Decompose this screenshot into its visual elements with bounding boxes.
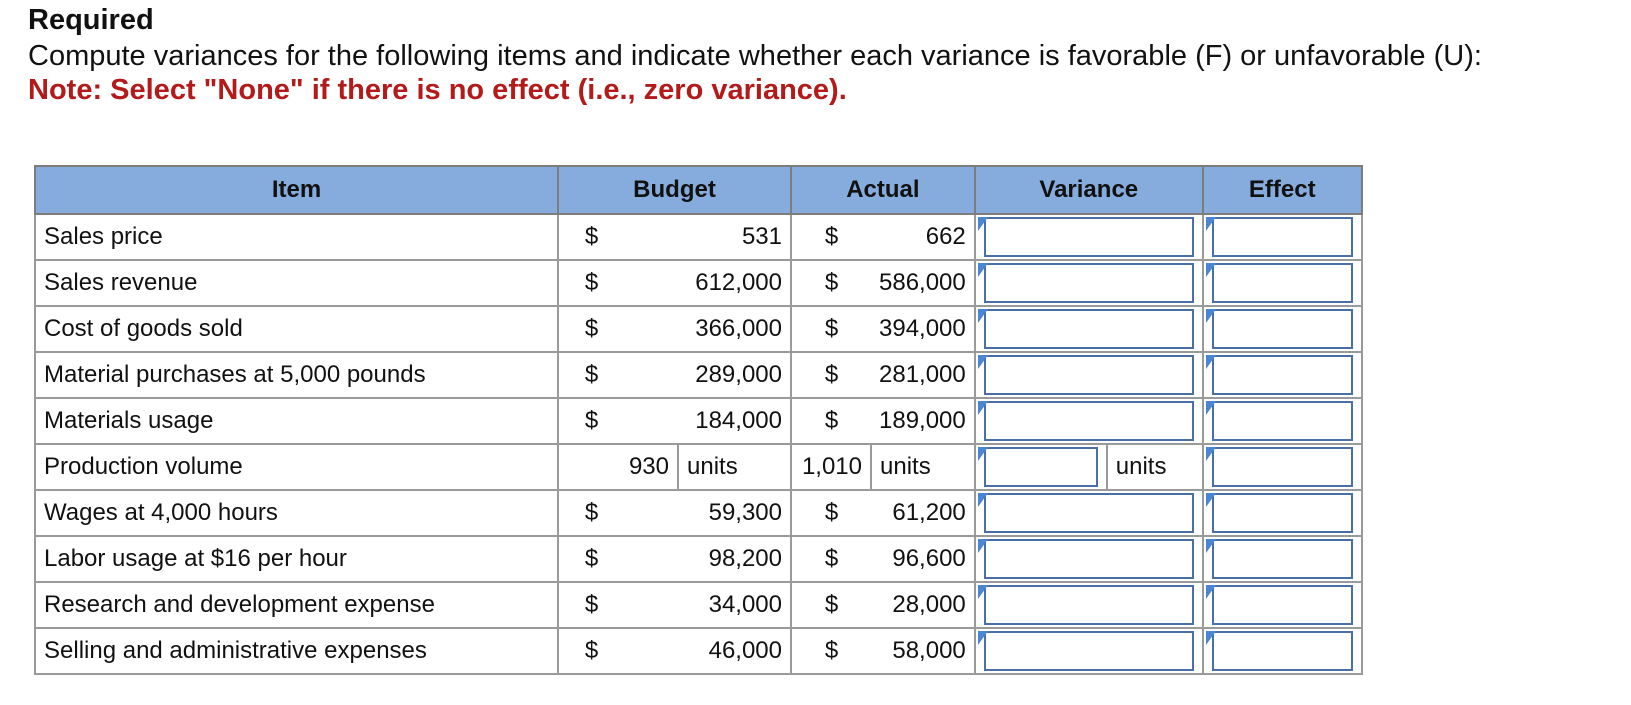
variance-input[interactable]	[984, 447, 1098, 487]
variance-input[interactable]	[984, 309, 1194, 349]
dropdown-marker-icon	[978, 401, 988, 415]
dropdown-marker-icon	[978, 539, 988, 553]
dropdown-marker-icon	[978, 263, 988, 277]
dropdown-marker-icon	[1206, 217, 1216, 231]
actual-currency: $	[791, 628, 871, 674]
dropdown-marker-icon	[1206, 401, 1216, 415]
actual-value: 96,600	[871, 536, 975, 582]
actual-value: 61,200	[871, 490, 975, 536]
actual-currency: $	[791, 536, 871, 582]
actual-currency: $	[791, 260, 871, 306]
dropdown-marker-icon	[1206, 493, 1216, 507]
budget-currency: $	[558, 582, 624, 628]
actual-value: 189,000	[871, 398, 975, 444]
dropdown-marker-icon	[978, 355, 988, 369]
variance-input-cell	[975, 260, 1203, 306]
budget-value: 366,000	[624, 306, 791, 352]
variance-input[interactable]	[984, 263, 1194, 303]
effect-select[interactable]	[1212, 309, 1353, 349]
variance-input-cell	[975, 444, 1107, 490]
row-item-label: Production volume	[35, 444, 558, 490]
effect-select[interactable]	[1212, 401, 1353, 441]
actual-value: 281,000	[871, 352, 975, 398]
effect-select[interactable]	[1212, 447, 1353, 487]
dropdown-marker-icon	[1206, 585, 1216, 599]
effect-select[interactable]	[1212, 355, 1353, 395]
dropdown-marker-icon	[978, 309, 988, 323]
variance-input-cell	[975, 214, 1203, 260]
actual-units-value: 1,010	[791, 444, 871, 490]
dropdown-marker-icon	[1206, 355, 1216, 369]
variance-units-label: units	[1107, 444, 1203, 490]
variance-input[interactable]	[984, 217, 1194, 257]
effect-select[interactable]	[1212, 585, 1353, 625]
actual-currency: $	[791, 490, 871, 536]
budget-currency: $	[558, 260, 624, 306]
row-item-label: Wages at 4,000 hours	[35, 490, 558, 536]
dropdown-marker-icon	[1206, 263, 1216, 277]
table-body	[35, 214, 1362, 674]
effect-input-cell	[1203, 490, 1362, 536]
budget-value: 612,000	[624, 260, 791, 306]
budget-currency: $	[558, 214, 624, 260]
effect-input-cell	[1203, 536, 1362, 582]
dropdown-marker-icon	[1206, 539, 1216, 553]
budget-value: 184,000	[624, 398, 791, 444]
dropdown-marker-icon	[978, 493, 988, 507]
budget-value: 34,000	[624, 582, 791, 628]
row-item-label: Cost of goods sold	[35, 306, 558, 352]
table-row	[35, 260, 1362, 306]
variance-input[interactable]	[984, 401, 1194, 441]
variance-input-cell	[975, 398, 1203, 444]
table-row	[35, 352, 1362, 398]
required-heading: Required	[28, 4, 154, 36]
effect-input-cell	[1203, 628, 1362, 674]
dropdown-marker-icon	[978, 631, 988, 645]
variance-input[interactable]	[984, 355, 1194, 395]
effect-select[interactable]	[1212, 631, 1353, 671]
instructions-text: Compute variances for the following items and indicate whether each variance is favorable (F) or unfavorable (U):	[28, 40, 1482, 72]
effect-input-cell	[1203, 260, 1362, 306]
effect-select[interactable]	[1212, 217, 1353, 257]
actual-units-label: units	[871, 444, 975, 490]
row-item-label: Materials usage	[35, 398, 558, 444]
variance-input-cell	[975, 536, 1203, 582]
effect-select[interactable]	[1212, 493, 1353, 533]
variance-input-cell	[975, 352, 1203, 398]
effect-input-cell	[1203, 444, 1362, 490]
actual-currency: $	[791, 306, 871, 352]
row-item-label: Sales price	[35, 214, 558, 260]
budget-value: 531	[624, 214, 791, 260]
budget-currency: $	[558, 536, 624, 582]
effect-input-cell	[1203, 306, 1362, 352]
effect-input-cell	[1203, 352, 1362, 398]
budget-value: 289,000	[624, 352, 791, 398]
actual-currency: $	[791, 352, 871, 398]
dropdown-marker-icon	[1206, 447, 1216, 461]
note-text: Note: Select "None" if there is no effect (i.e., zero variance).	[28, 74, 847, 106]
row-item-label: Selling and administrative expenses	[35, 628, 558, 674]
table-row	[35, 628, 1362, 674]
budget-currency: $	[558, 490, 624, 536]
header-item: Item	[35, 166, 558, 214]
variance-input[interactable]	[984, 493, 1194, 533]
effect-select[interactable]	[1212, 539, 1353, 579]
budget-units-label: units	[678, 444, 791, 490]
effect-select[interactable]	[1212, 263, 1353, 303]
actual-value: 394,000	[871, 306, 975, 352]
actual-value: 58,000	[871, 628, 975, 674]
variance-table	[34, 165, 1363, 675]
effect-input-cell	[1203, 214, 1362, 260]
header-budget: Budget	[558, 166, 791, 214]
dropdown-marker-icon	[978, 447, 988, 461]
effect-input-cell	[1203, 582, 1362, 628]
effect-input-cell	[1203, 398, 1362, 444]
actual-value: 662	[871, 214, 975, 260]
actual-value: 28,000	[871, 582, 975, 628]
table-row	[35, 398, 1362, 444]
header-actual: Actual	[791, 166, 975, 214]
dropdown-marker-icon	[978, 585, 988, 599]
budget-value: 98,200	[624, 536, 791, 582]
budget-value: 59,300	[624, 490, 791, 536]
row-item-label: Research and development expense	[35, 582, 558, 628]
variance-input-cell	[975, 490, 1203, 536]
budget-currency: $	[558, 628, 624, 674]
dropdown-marker-icon	[1206, 309, 1216, 323]
dropdown-marker-icon	[1206, 631, 1216, 645]
variance-input-cell	[975, 582, 1203, 628]
actual-currency: $	[791, 214, 871, 260]
budget-currency: $	[558, 306, 624, 352]
table-row	[35, 536, 1362, 582]
actual-currency: $	[791, 582, 871, 628]
table-row	[35, 582, 1362, 628]
header-variance: Variance	[975, 166, 1203, 214]
table-row	[35, 214, 1362, 260]
actual-value: 586,000	[871, 260, 975, 306]
variance-input[interactable]	[984, 631, 1194, 671]
table-row	[35, 490, 1362, 536]
row-item-label: Labor usage at $16 per hour	[35, 536, 558, 582]
actual-currency: $	[791, 398, 871, 444]
header-effect: Effect	[1203, 166, 1362, 214]
table-header-row	[35, 166, 1362, 214]
row-item-label: Sales revenue	[35, 260, 558, 306]
variance-input[interactable]	[984, 585, 1194, 625]
row-item-label: Material purchases at 5,000 pounds	[35, 352, 558, 398]
dropdown-marker-icon	[978, 217, 988, 231]
budget-currency: $	[558, 352, 624, 398]
variance-input-cell	[975, 306, 1203, 352]
budget-currency: $	[558, 398, 624, 444]
variance-input-cell	[975, 628, 1203, 674]
table-row	[35, 444, 1362, 490]
variance-input[interactable]	[984, 539, 1194, 579]
budget-units-value: 930	[558, 444, 678, 490]
budget-value: 46,000	[624, 628, 791, 674]
table-row	[35, 306, 1362, 352]
